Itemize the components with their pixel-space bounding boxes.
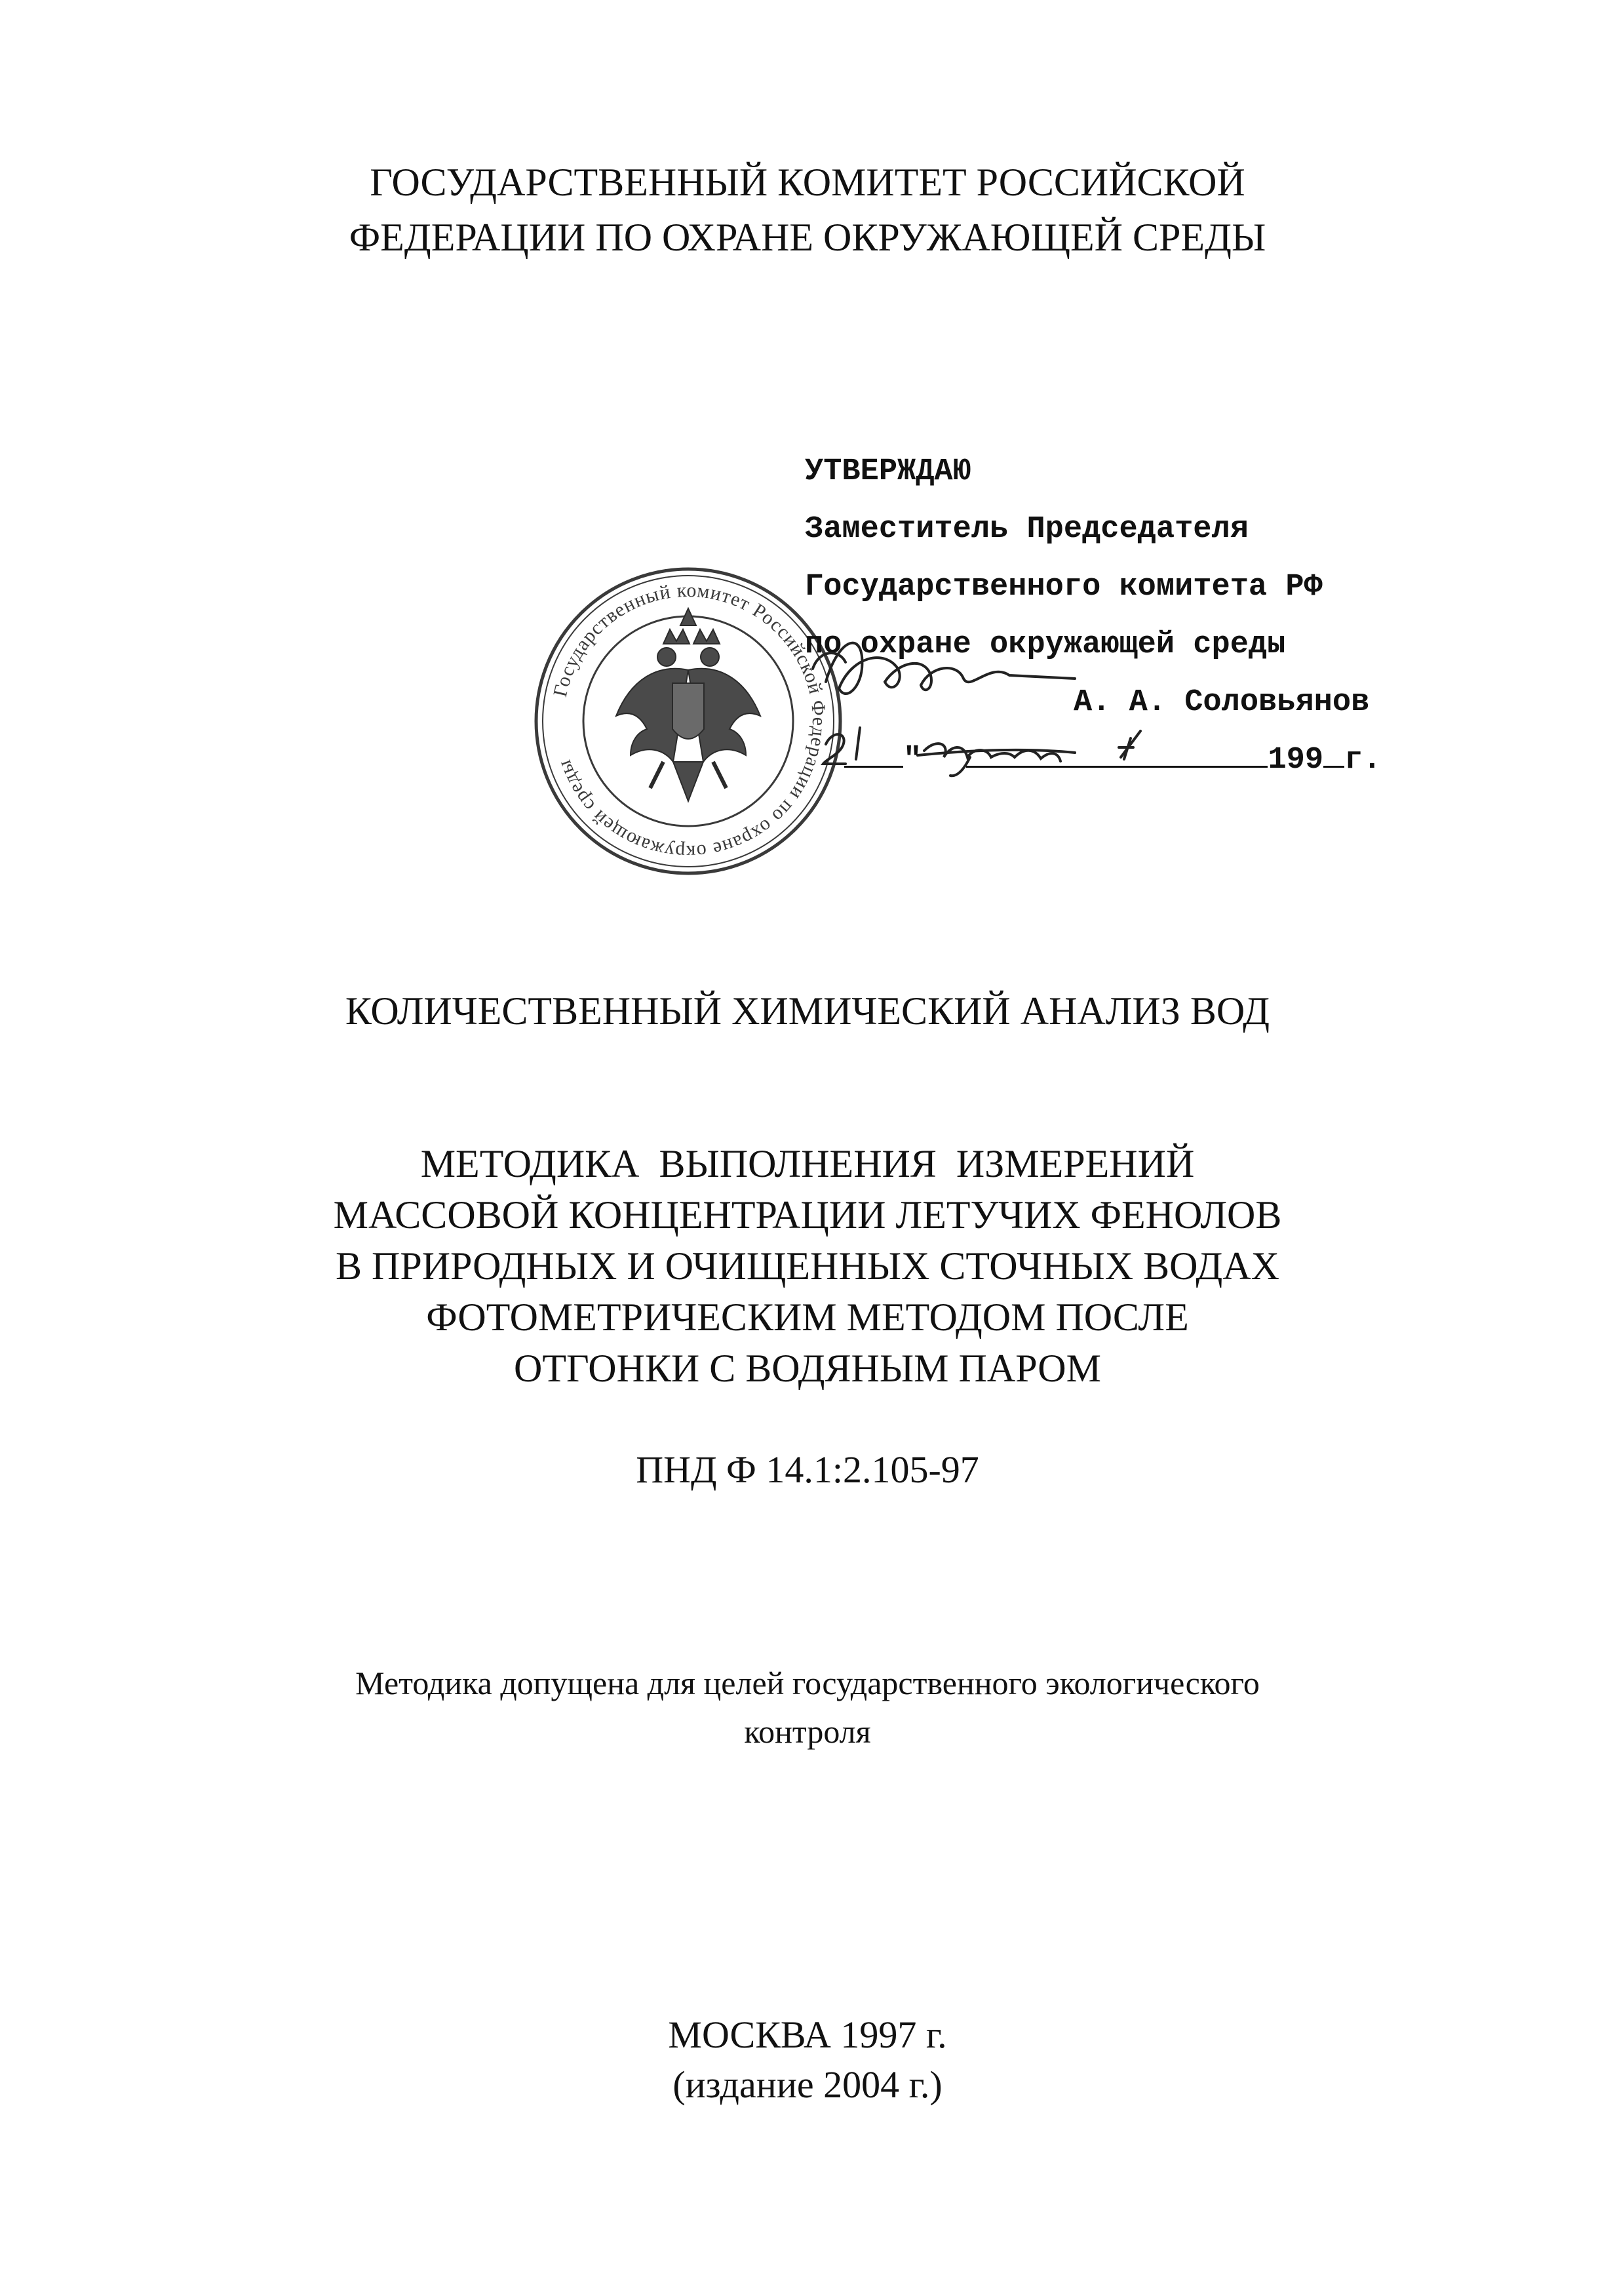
footer-edition: (издание 2004 г.) <box>672 2063 943 2106</box>
seal-ring-text: Государственный комитет Российской Федерации по охране окружающей среды <box>549 579 830 863</box>
date-year: 199 <box>1268 743 1324 778</box>
method-title-line-2: МАССОВОЙ КОНЦЕНТРАЦИИ ЛЕТУЧИХ ФЕНОЛОВ <box>333 1193 1282 1237</box>
admission-note-line-1: Методика допущена для целей государственного экологического <box>355 1665 1260 1701</box>
method-title-line-5: ОТГОНКИ С ВОДЯНЫМ ПАРОМ <box>514 1347 1101 1390</box>
signer-name: А. А. Соловьянов <box>1074 685 1370 720</box>
approval-title: УТВЕРЖДАЮ <box>805 454 971 489</box>
approval-position-line-2: Государственного комитета РФ <box>805 570 1323 604</box>
date-quote: " <box>903 743 922 778</box>
document-code-text: ПНД Ф 14.1:2.105-97 <box>636 1448 979 1491</box>
approval-position-line-3: по охране окружающей среды <box>805 627 1286 662</box>
admission-note <box>0 1659 1615 1756</box>
publication-footer <box>0 2010 1615 2110</box>
method-title-line-1: МЕТОДИКА ВЫПОЛНЕНИЯ ИЗМЕРЕНИЙ <box>420 1142 1195 1185</box>
header-line-1: ГОСУДАРСТВЕННЫЙ КОМИТЕТ РОССИЙСКОЙ <box>370 161 1245 204</box>
method-title-line-3: В ПРИРОДНЫХ И ОЧИЩЕННЫХ СТОЧНЫХ ВОДАХ <box>335 1244 1280 1288</box>
document-code <box>0 1444 1615 1496</box>
double-headed-eagle-emblem <box>616 608 760 801</box>
method-title <box>0 1138 1615 1394</box>
date-year-suffix: г. <box>1344 743 1382 778</box>
subject-text: КОЛИЧЕСТВЕННЫЙ ХИМИЧЕСКИЙ АНАЛИЗ ВОД <box>345 989 1270 1033</box>
footer-city-year: МОСКВА 1997 г. <box>668 2013 947 2056</box>
approval-position-line-1: Заместитель Председателя <box>805 512 1249 547</box>
header-line-2: ФЕДЕРАЦИИ ПО ОХРАНЕ ОКРУЖАЮЩЕЙ СРЕДЫ <box>349 216 1266 259</box>
date-year-last-digit-blank <box>1323 736 1344 768</box>
subject-heading <box>0 983 1615 1039</box>
method-title-line-4: ФОТОМЕТРИЧЕСКИМ МЕТОДОМ ПОСЛЕ <box>426 1296 1189 1339</box>
official-seal-stamp <box>532 565 844 877</box>
handwritten-signature <box>800 610 1167 780</box>
issuing-authority-header <box>0 155 1615 265</box>
admission-note-line-2: контроля <box>744 1713 871 1750</box>
